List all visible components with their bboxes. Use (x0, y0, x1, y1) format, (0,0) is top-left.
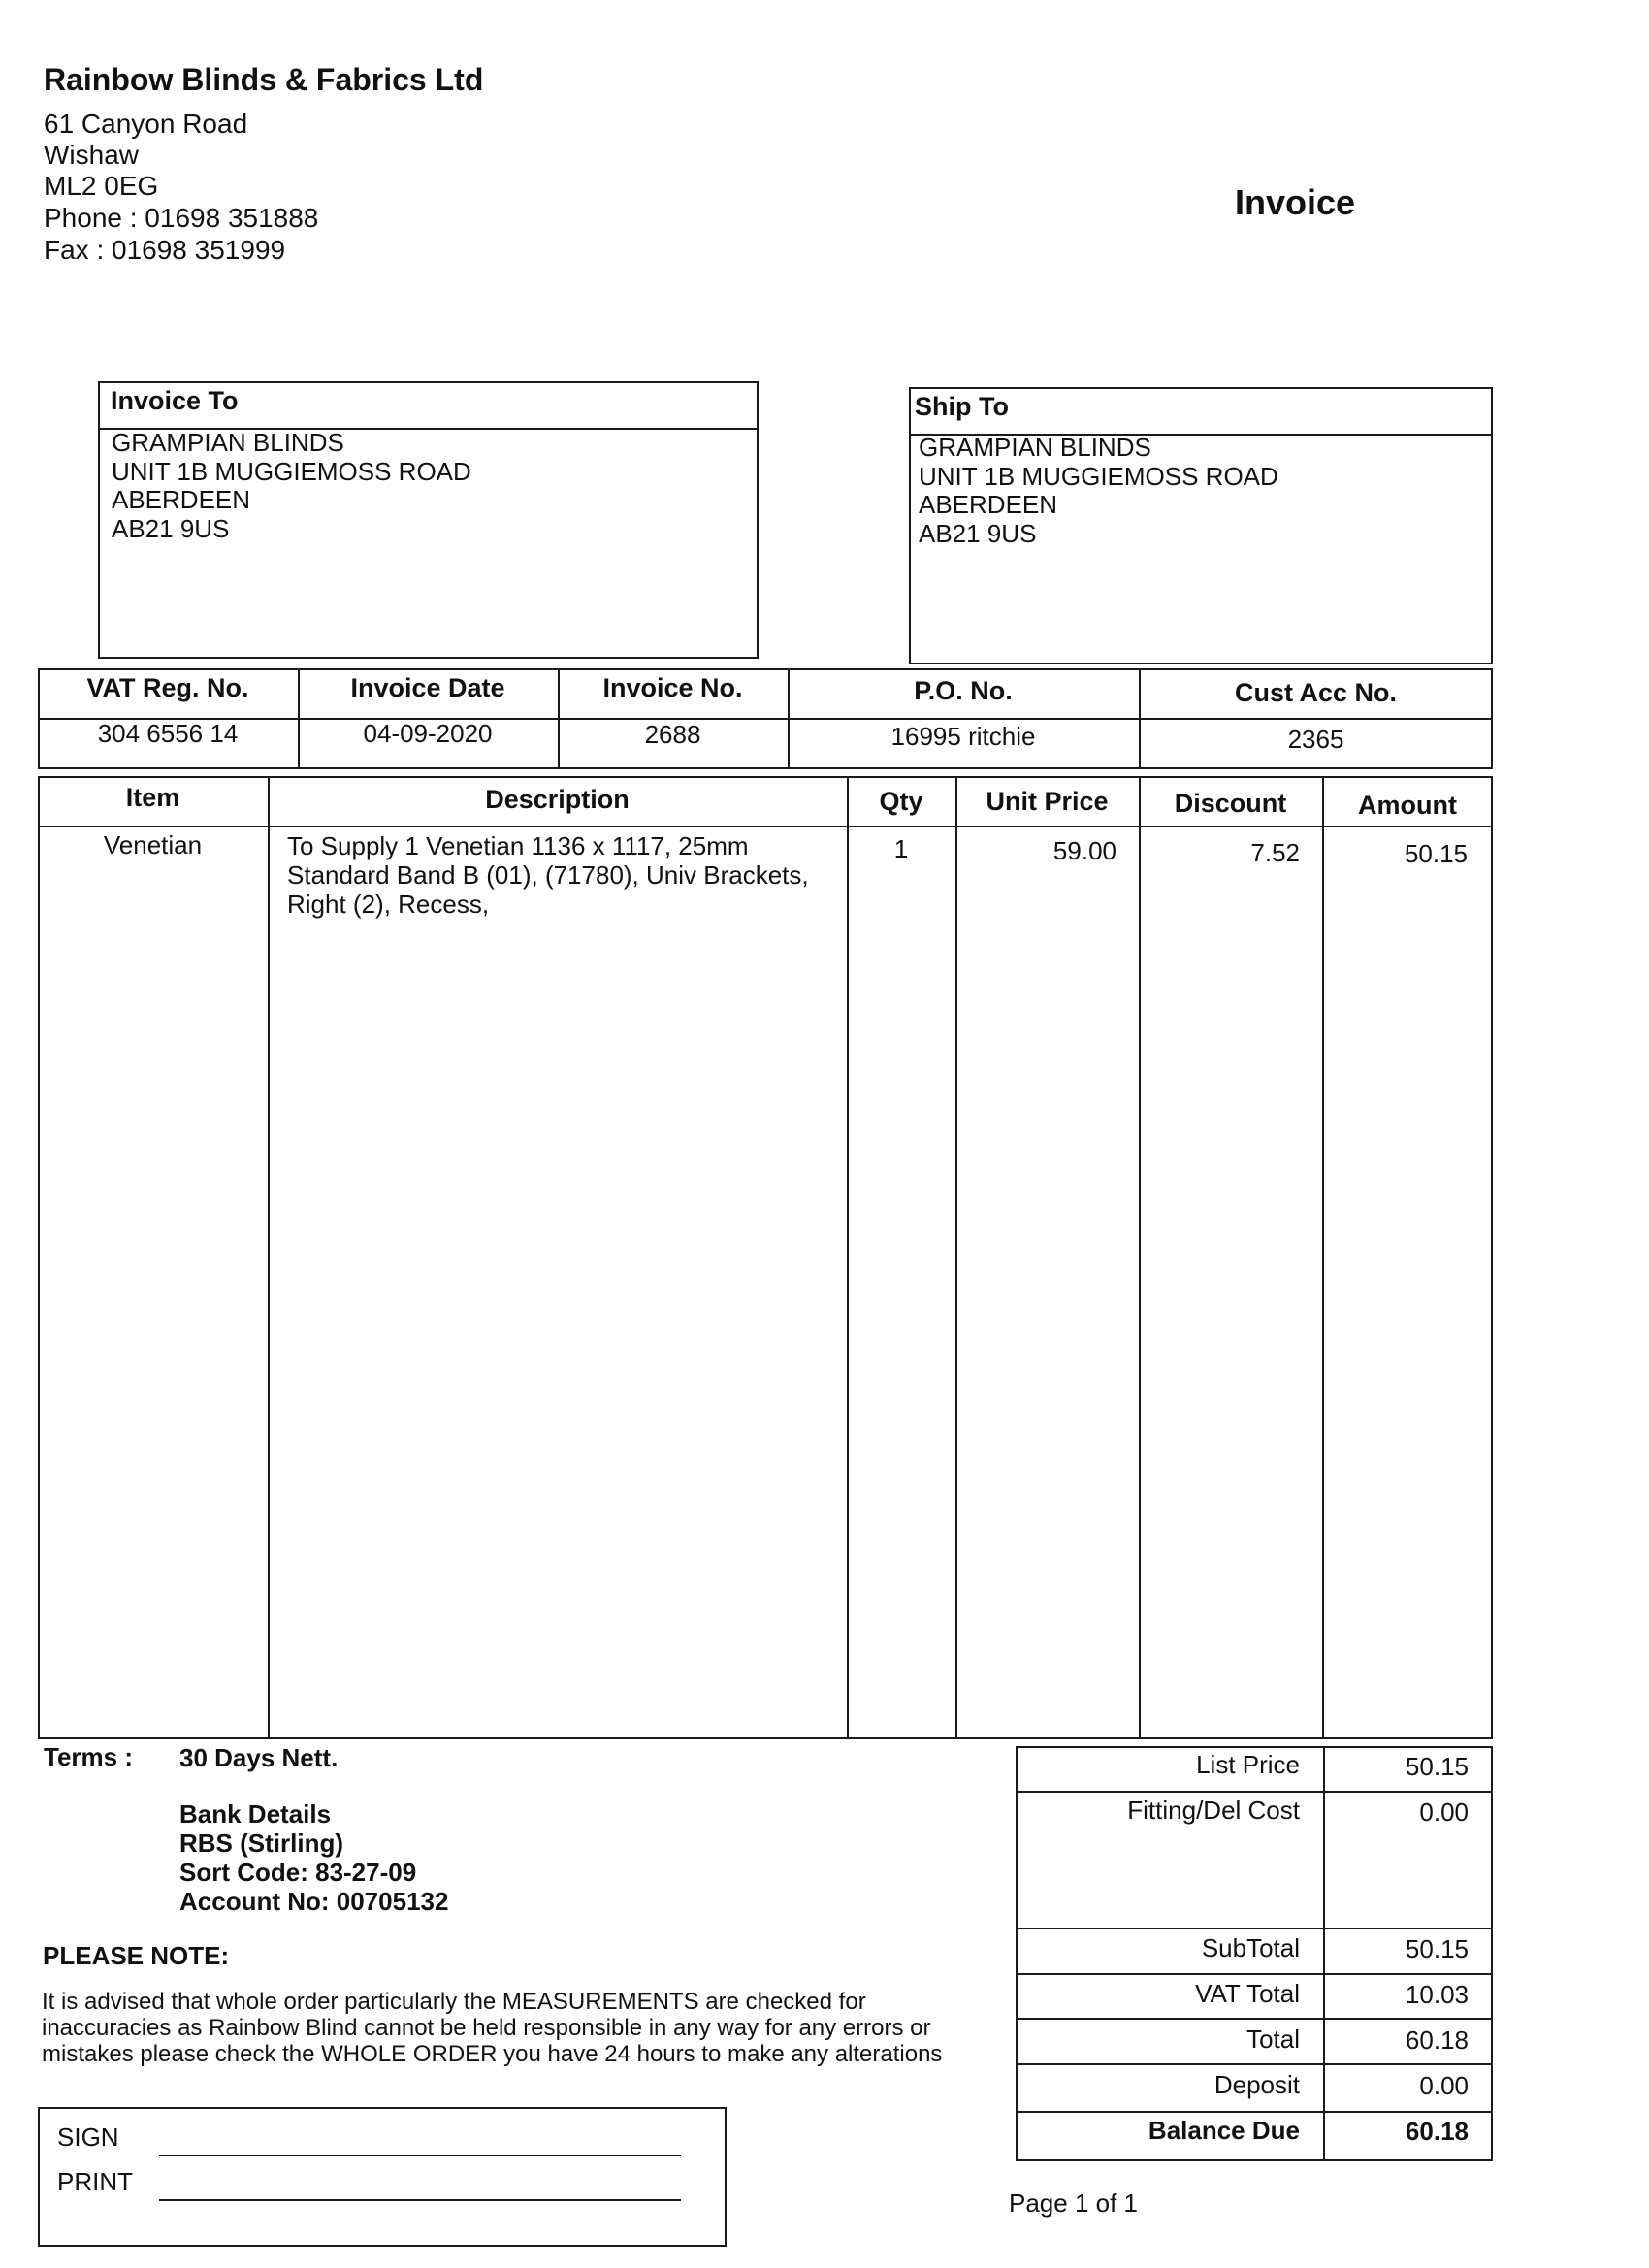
divider (1016, 2111, 1493, 2113)
sign-line[interactable] (159, 2155, 681, 2156)
divider (1016, 1928, 1493, 1929)
deposit-value: 0.00 (1419, 2071, 1469, 2100)
total-value: 60.18 (1405, 2025, 1469, 2055)
page-number: Page 1 of 1 (1009, 2188, 1138, 2218)
subtotal-value: 50.15 (1405, 1934, 1469, 1963)
divider (1016, 1973, 1493, 1975)
discount-column-header: Discount (1174, 789, 1287, 818)
note-line: mistakes please check the WHOLE ORDER you have 24 hours to make any alterations (42, 2041, 943, 2067)
ship-to-line: UNIT 1B MUGGIEMOSS ROAD (919, 462, 1278, 491)
po-no-value: 16995 ritchie (890, 722, 1036, 751)
cust-acc-value: 2365 (1287, 725, 1344, 754)
company-name: Rainbow Blinds & Fabrics Ltd (44, 62, 484, 97)
balance-due-label: Balance Due (1148, 2116, 1300, 2145)
invoice-no-value: 2688 (644, 720, 701, 749)
description-cell (287, 831, 840, 919)
vat-reg-header: VAT Reg. No. (86, 673, 249, 702)
company-address-line: ML2 0EG (44, 171, 159, 201)
ship-to-line: AB21 9US (919, 519, 1037, 548)
list-price-value: 50.15 (1405, 1752, 1469, 1781)
qty-column-header: Qty (879, 787, 923, 816)
bank-name: RBS (Stirling) (179, 1829, 343, 1858)
qty-cell: 1 (893, 834, 909, 863)
invoice-to-heading: Invoice To (111, 386, 239, 415)
vat-total-label: VAT Total (1195, 1979, 1300, 2008)
divider (1139, 776, 1141, 1739)
subtotal-label: SubTotal (1201, 1933, 1300, 1962)
divider (847, 776, 849, 1739)
ship-to-line: ABERDEEN (919, 490, 1058, 519)
divider (1016, 2063, 1493, 2065)
sort-code: Sort Code: 83-27-09 (179, 1858, 417, 1887)
terms-label: Terms : (44, 1742, 133, 1771)
description-line: Standard Band B (01), (71780), Univ Brackets, (287, 860, 809, 890)
account-number: Account No: 00705132 (179, 1887, 449, 1916)
amount-column-header: Amount (1358, 791, 1457, 820)
note-line: inaccuracies as Rainbow Blind cannot be held responsible in any way for any errors or (42, 2015, 931, 2041)
ship-to-heading: Ship To (915, 392, 1009, 421)
invoice-no-header: Invoice No. (602, 673, 743, 702)
total-label: Total (1246, 2025, 1300, 2054)
ship-to-line: GRAMPIAN BLINDS (919, 433, 1151, 462)
description-column-header: Description (485, 785, 630, 814)
document-title: Invoice (1235, 182, 1356, 222)
divider (955, 776, 957, 1739)
sign-label: SIGN (57, 2122, 119, 2152)
vat-reg-value: 304 6556 14 (97, 719, 239, 748)
discount-cell: 7.52 (1250, 838, 1300, 867)
company-fax: Fax : 01698 351999 (44, 235, 286, 265)
divider (38, 826, 1493, 827)
terms-value: 30 Days Nett. (179, 1743, 339, 1772)
company-phone: Phone : 01698 351888 (44, 203, 319, 233)
description-line: To Supply 1 Venetian 1136 x 1117, 25mm (287, 831, 749, 860)
unit-price-cell: 59.00 (1052, 836, 1116, 865)
print-label: PRINT (57, 2167, 133, 2196)
divider (268, 776, 270, 1739)
signature-box (38, 2107, 727, 2247)
divider (1322, 776, 1324, 1739)
invoice-to-line: UNIT 1B MUGGIEMOSS ROAD (112, 457, 471, 486)
invoice-date-header: Invoice Date (350, 673, 505, 702)
po-no-header: P.O. No. (914, 676, 1013, 705)
invoice-to-line: AB21 9US (112, 514, 230, 543)
vat-total-value: 10.03 (1405, 1980, 1469, 2009)
deposit-label: Deposit (1213, 2070, 1300, 2099)
please-note-heading: PLEASE NOTE: (43, 1941, 230, 1970)
amount-cell: 50.15 (1404, 839, 1468, 868)
print-line[interactable] (159, 2199, 681, 2201)
company-address-line: 61 Canyon Road (44, 109, 248, 139)
fitting-value: 0.00 (1419, 1798, 1469, 1827)
invoice-date-value: 04-09-2020 (363, 719, 493, 748)
bank-details-heading: Bank Details (179, 1799, 332, 1829)
company-address-line: Wishaw (44, 140, 140, 170)
balance-due-value: 60.18 (1405, 2117, 1469, 2146)
invoice-to-line: GRAMPIAN BLINDS (112, 428, 344, 457)
item-cell: Venetian (103, 830, 203, 859)
divider (1016, 1791, 1493, 1793)
divider (1016, 2018, 1493, 2020)
note-line: It is advised that whole order particularly the MEASUREMENTS are checked for (42, 1989, 866, 2015)
description-line: Right (2), Recess, (287, 890, 490, 919)
fitting-label: Fitting/Del Cost (1127, 1796, 1300, 1825)
item-column-header: Item (125, 783, 180, 812)
cust-acc-header: Cust Acc No. (1234, 678, 1398, 707)
invoice-to-line: ABERDEEN (112, 485, 251, 514)
items-table (38, 776, 1493, 1739)
unit-price-column-header: Unit Price (986, 787, 1109, 816)
list-price-label: List Price (1196, 1750, 1300, 1779)
